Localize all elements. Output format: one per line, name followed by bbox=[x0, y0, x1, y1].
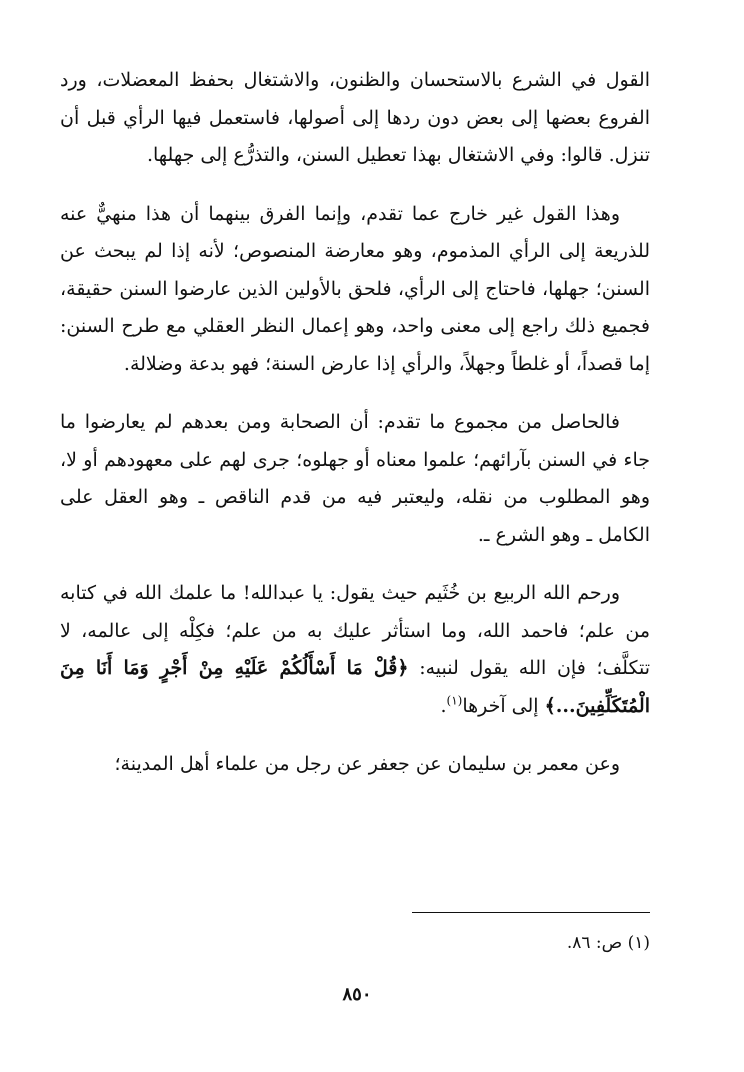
paragraph-4-text: ورحم الله الربيع بن خُثَيم حيث يقول: يا عبدالله! ما علمك الله في كتابه من علم؛ فاحمد الله، وما استأثر عليك به من علم؛ فكِلْه إلى عالمه، لا تتكلَّف؛ فإن الله يقول لنبيه: bbox=[60, 582, 650, 679]
page-number: ٨٥٠ bbox=[342, 984, 372, 1005]
paragraph-4-end: إلى آخرها bbox=[462, 694, 539, 717]
footnote-reference: (١) bbox=[446, 693, 463, 708]
page-body bbox=[60, 62, 650, 805]
footnote: (١) ص: ٨٦. bbox=[566, 933, 650, 953]
footnote-divider bbox=[412, 912, 650, 913]
paragraph-2: وهذا القول غير خارج عما تقدم، وإنما الفرق بينهما أن هذا منهيٌّ عنه للذريعة إلى الرأي المذموم، وهو معارضة المنصوص؛ لأنه إذا لم يبحث عن السنن؛ جهلها، فاحتاج إلى الرأي، فلحق بالأولين الذين عارضوا السنن حقيقة، فجميع ذلك راجع إلى معنى واحد، وهو إعمال النظر العقلي مع طرح السنن: إما قصداً، أو غلطاً وجهلاً، والرأي إذا عارض السنة؛ فهو بدعة وضلالة. bbox=[60, 202, 650, 375]
quran-verse: ﴿قُلْ مَا أَسْأَلُكُمْ عَلَيْهِ مِنْ أَجْرٍ وَمَا أَنَا مِنَ الْمُتَكَلِّفِينَ...﴾ bbox=[60, 657, 650, 717]
paragraph-1: القول في الشرع بالاستحسان والظنون، والاشتغال بحفظ المعضلات، ورد الفروع بعضها إلى بعض دون ردها إلى أصولها، فاستعمل فيها الرأي قبل أن تنزل. قالوا: وفي الاشتغال بهذا تعطيل السنن، والتذرُّع إلى جهلها. bbox=[60, 69, 650, 166]
paragraph-3: فالحاصل من مجموع ما تقدم: أن الصحابة ومن بعدهم لم يعارضوا ما جاء في السنن بآرائهم؛ علموا معناه أو جهلوه؛ جرى لهم على معهودهم أو لا، وهو المطلوب من نقله، وليعتبر فيه من قدم الناقص ـ وهو العقل على الكامل ـ وهو الشرع ـ. bbox=[60, 411, 650, 546]
paragraph-4: ورحم الله الربيع بن خُثَيم حيث يقول: يا عبدالله! ما علمك الله في كتابه من علم؛ فاحمد الله، وما استأثر عليك به من علم؛ فكِلْه إلى عالمه، لا تتكلَّف؛ فإن الله يقول لنبيه: ﴿قُلْ مَا أَسْأَلُكُمْ عَلَيْهِ مِنْ أَجْرٍ وَمَا أَنَا مِنَ الْمُتَكَلِّفِينَ...﴾ إلى آخرها$^{(١)}$. bbox=[60, 582, 650, 717]
paragraph-5: وعن معمر بن سليمان عن جعفر عن رجل من علماء أهل المدينة؛ bbox=[114, 753, 620, 775]
